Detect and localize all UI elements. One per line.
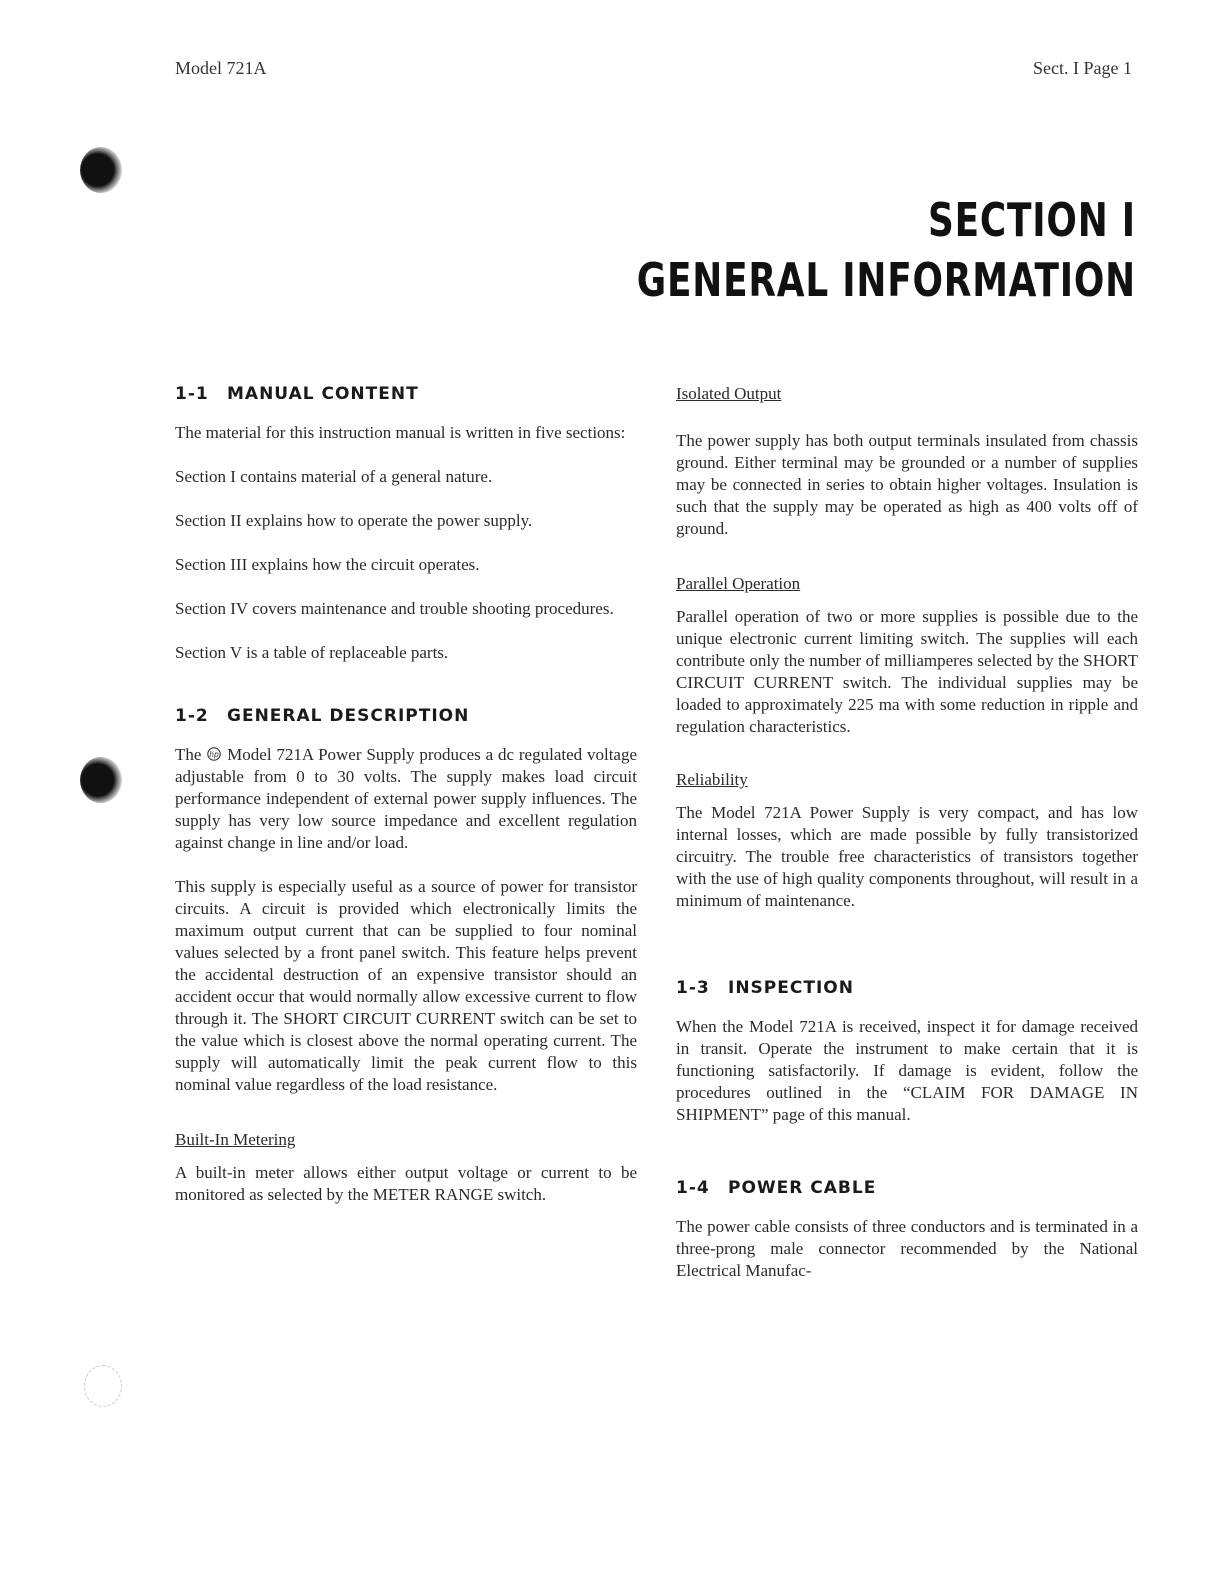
power-cable-text: The power cable consists of three conductors and is terminated in a three-prong male connector recommended by the National Electrical Manufac- <box>676 1217 1138 1280</box>
manual-content-item-3: Section III explains how the circuit operates. <box>175 555 480 574</box>
built-in-metering-text: A built-in meter allows either output voltage or current to be monitored as selected by the METER RANGE switch. <box>175 1163 637 1204</box>
heading-text: MANUAL CONTENT <box>227 384 419 404</box>
subheading-parallel-operation: Parallel Operation <box>676 574 801 593</box>
page-header-left: Model 721A <box>175 58 267 78</box>
binder-hole-top-icon <box>80 147 122 193</box>
heading-number: 1-1 <box>175 384 209 404</box>
general-description-p1 <box>175 744 637 854</box>
hp-logo-icon <box>206 747 222 761</box>
general-description-lead: The <box>175 745 202 764</box>
heading-inspection <box>676 978 1138 998</box>
binder-hole-middle-icon <box>80 757 122 803</box>
heading-number: 1-2 <box>175 706 209 726</box>
manual-content-intro: The material for this instruction manual is written in five sections: <box>175 423 626 442</box>
heading-general-description <box>175 706 637 726</box>
subheading-isolated-output: Isolated Output <box>676 384 782 403</box>
manual-content-item-2: Section II explains how to operate the power supply. <box>175 511 533 530</box>
heading-text: POWER CABLE <box>728 1178 877 1198</box>
isolated-output-text: The power supply has both output terminals insulated from chassis ground. Either terminal may be grounded or a number of supplies may be connected in series to obtain higher voltages. Insulation is such that the supply may be operated as high as 400 volts off of ground. <box>676 431 1138 538</box>
heading-manual-content <box>175 384 637 404</box>
heading-number: 1-4 <box>676 1178 710 1198</box>
heading-number: 1-3 <box>676 978 710 998</box>
parallel-operation-text: Parallel operation of two or more supplies is possible due to the unique electronic current limiting switch. The supplies will each contribute only the number of milliamperes selected by the SHORT CIRCUIT CURRENT switch. The individual supplies may be loaded to approximately 225 ma with some reduction in ripple and regulation characteristics. <box>676 607 1138 736</box>
right-column <box>676 384 1138 1282</box>
heading-power-cable <box>676 1178 1138 1198</box>
page-header-right: Sect. I Page 1 <box>1033 58 1132 78</box>
inspection-text: When the Model 721A is received, inspect it for damage received in transit. Operate the instrument to make certain that it is functioning satisfactorily. If damage is evident, follow the procedures outlined in the “CLAIM FOR DAMAGE IN SHIPMENT” page of this manual. <box>676 1017 1138 1124</box>
section-title-line1: SECTION I <box>928 193 1136 247</box>
svg-text:hp: hp <box>209 750 220 759</box>
general-description-p2: This supply is especially useful as a source of power for transistor circuits. A circuit is provided which electronically limits the maximum output current that can be supplied to four nominal values selected by a front panel switch. This feature helps prevent the accidental destruction of an expensive transistor should an accident occur that would normally allow excessive current to flow through it. The SHORT CIRCUIT CURRENT switch can be set to the value which is closest above the normal operating current. The supply will automatically limit the peak current flow to this nominal value regardless of the load resistance. <box>175 877 637 1094</box>
manual-content-item-5: Section V is a table of replaceable parts. <box>175 643 449 662</box>
section-title-line2: GENERAL INFORMATION <box>636 253 1136 307</box>
subheading-reliability: Reliability <box>676 770 748 789</box>
reliability-text: The Model 721A Power Supply is very compact, and has low internal losses, which are made possible by fully transistorized circuitry. The trouble free characteristics of transistors together with the use of high quality components throughout, will result in a minimum of maintenance. <box>676 803 1138 910</box>
manual-content-item-4: Section IV covers maintenance and trouble shooting procedures. <box>175 599 614 618</box>
manual-content-item-1: Section I contains material of a general nature. <box>175 467 493 486</box>
heading-text: GENERAL DESCRIPTION <box>227 706 470 726</box>
subheading-built-in-metering: Built-In Metering <box>175 1130 296 1149</box>
binder-hole-bottom-icon <box>84 1365 122 1407</box>
section-title <box>637 190 1136 310</box>
heading-text: INSPECTION <box>728 978 854 998</box>
general-description-body: Model 721A Power Supply produces a dc regulated voltage adjustable from 0 to 30 volts. The supply makes load circuit performance independent of external power supply influences. The supply has very low source impedance and excellent regulation against change in line and/or load. <box>175 745 638 852</box>
left-column <box>175 384 637 1206</box>
